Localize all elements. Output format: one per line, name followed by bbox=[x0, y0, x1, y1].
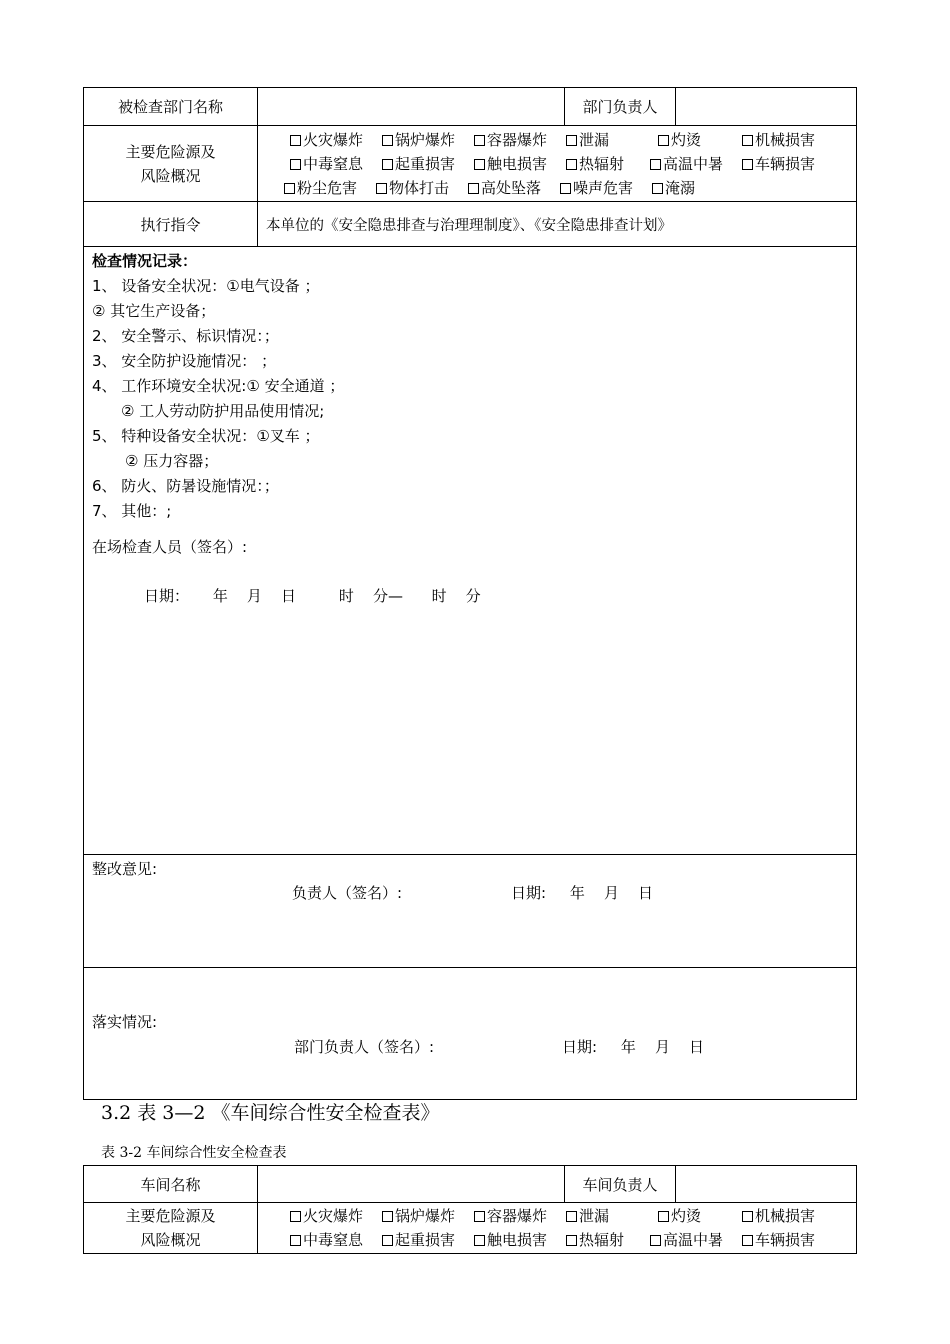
checkbox-icon[interactable] bbox=[742, 1211, 753, 1222]
checkbox-icon[interactable] bbox=[474, 1235, 485, 1246]
checkbox-icon[interactable] bbox=[560, 183, 571, 194]
hazard-checkbox[interactable]: 热辐射 bbox=[566, 152, 624, 176]
dept-head-label-cell bbox=[565, 88, 676, 125]
exec-row bbox=[84, 202, 856, 247]
hazard-checkbox[interactable]: 火灾爆炸 bbox=[290, 128, 363, 152]
exec-value-cell bbox=[258, 202, 856, 246]
dept-name-label: 被检查部门名称 bbox=[117, 98, 223, 116]
hazard-options bbox=[258, 126, 856, 201]
checkbox-icon[interactable] bbox=[742, 159, 753, 170]
hazard-label-line1: 主要危险源及 bbox=[125, 1207, 216, 1225]
hazard-checkbox[interactable]: 噪声危害 bbox=[560, 176, 633, 200]
checkbox-icon[interactable] bbox=[468, 183, 479, 194]
record-line: ② 工人劳动防护用品使用情况; bbox=[121, 402, 325, 420]
hazard-checkbox[interactable]: 起重损害 bbox=[382, 152, 455, 176]
dept-row bbox=[84, 88, 856, 126]
checkbox-icon[interactable] bbox=[290, 1235, 301, 1246]
record-line: ② 压力容器； bbox=[125, 452, 219, 470]
hazard-checkbox[interactable]: 泄漏 bbox=[566, 1204, 609, 1228]
hazard-checkbox[interactable]: 车辆损害 bbox=[742, 152, 815, 176]
record-line: 2、 安全警示、标识情况：； bbox=[92, 327, 279, 345]
hazard-label-cell bbox=[84, 126, 258, 201]
hazard-checkbox[interactable]: 物体打击 bbox=[376, 176, 449, 200]
checkbox-icon[interactable] bbox=[658, 135, 669, 146]
checkbox-icon[interactable] bbox=[474, 159, 485, 170]
checkbox-icon[interactable] bbox=[742, 1235, 753, 1246]
checkbox-icon[interactable] bbox=[382, 135, 393, 146]
checkbox-icon[interactable] bbox=[566, 159, 577, 170]
hazard-checkbox[interactable]: 粉尘危害 bbox=[284, 176, 357, 200]
record-line: 6、 防火、防暑设施情况：； bbox=[92, 477, 279, 495]
hazard-row bbox=[84, 126, 856, 202]
implement-signer[interactable]: 部门负责人（签名）: bbox=[294, 1038, 435, 1056]
hazard-checkbox[interactable]: 淹溺 bbox=[652, 176, 695, 200]
checkbox-icon[interactable] bbox=[658, 1211, 669, 1222]
section-heading: 3.2 表 3—2 《车间综合性安全检查表》 bbox=[101, 1102, 440, 1124]
hazard-label-line2: 风险概况 bbox=[140, 1231, 201, 1249]
checkbox-icon[interactable] bbox=[382, 1211, 393, 1222]
exec-label-cell bbox=[84, 202, 258, 246]
hazard-label-line2: 风险概况 bbox=[140, 166, 201, 185]
checkbox-icon[interactable] bbox=[474, 1211, 485, 1222]
hazard-checkbox[interactable]: 锅炉爆炸 bbox=[382, 1204, 455, 1228]
checkbox-icon[interactable] bbox=[566, 1235, 577, 1246]
record-line: 4、 工作环境安全状况:① 安全通道 ； bbox=[92, 377, 345, 395]
workshop-row bbox=[84, 1166, 856, 1203]
rectify-date[interactable]: 日期: 年 月 日 bbox=[511, 884, 654, 902]
record-line: 1、 设备安全状况：①电气设备 ； bbox=[92, 277, 320, 295]
checkbox-icon[interactable] bbox=[290, 135, 301, 146]
record-line: 7、 其他：; bbox=[92, 502, 172, 520]
hazard-checkbox[interactable]: 触电损害 bbox=[474, 1228, 547, 1252]
hazard-checkbox[interactable]: 机械损害 bbox=[742, 128, 815, 152]
checkbox-icon[interactable] bbox=[742, 135, 753, 146]
hazard-checkbox[interactable]: 热辐射 bbox=[566, 1228, 624, 1252]
checkbox-icon[interactable] bbox=[474, 135, 485, 146]
checkbox-icon[interactable] bbox=[290, 1211, 301, 1222]
hazard-options-2 bbox=[258, 1203, 856, 1253]
hazard-checkbox[interactable]: 泄漏 bbox=[566, 128, 609, 152]
rectify-signer[interactable]: 负责人（签名）: bbox=[292, 884, 403, 902]
hazard-row-2 bbox=[84, 1203, 856, 1253]
workshop-head-value[interactable] bbox=[676, 1166, 856, 1202]
checkbox-icon[interactable] bbox=[650, 1235, 661, 1246]
rectify-title: 整改意见: bbox=[92, 860, 158, 878]
implement-date[interactable]: 日期: 年 月 日 bbox=[562, 1038, 705, 1056]
checkbox-icon[interactable] bbox=[566, 135, 577, 146]
implement-row bbox=[84, 968, 856, 1099]
exec-label: 执行指令 bbox=[140, 215, 201, 234]
hazard-checkbox[interactable]: 高温中暑 bbox=[650, 1228, 723, 1252]
checkbox-icon[interactable] bbox=[650, 159, 661, 170]
hazard-checkbox[interactable]: 灼烫 bbox=[658, 1204, 701, 1228]
hazard-checkbox[interactable]: 起重损害 bbox=[382, 1228, 455, 1252]
record-title: 检查情况记录： bbox=[92, 252, 198, 270]
hazard-checkbox[interactable]: 容器爆炸 bbox=[474, 128, 547, 152]
workshop-name-value[interactable] bbox=[258, 1166, 565, 1202]
workshop-head-label: 车间负责人 bbox=[582, 1175, 658, 1194]
inspectors-signature[interactable]: 在场检查人员（签名）: bbox=[92, 538, 248, 556]
implement-title: 落实情况: bbox=[92, 1013, 158, 1031]
workshop-head-label-cell bbox=[565, 1166, 676, 1202]
inspection-date[interactable]: 日期： 年 月 日 时 分— 时 分 bbox=[144, 587, 481, 605]
hazard-checkbox[interactable]: 车辆损害 bbox=[742, 1228, 815, 1252]
hazard-checkbox[interactable]: 灼烫 bbox=[658, 128, 701, 152]
inspection-table-2 bbox=[83, 1165, 857, 1254]
record-line: 5、 特种设备安全状况：①叉车 ； bbox=[92, 427, 320, 445]
hazard-checkbox[interactable]: 中毒窒息 bbox=[290, 1228, 363, 1252]
checkbox-icon[interactable] bbox=[382, 159, 393, 170]
hazard-checkbox[interactable]: 锅炉爆炸 bbox=[382, 128, 455, 152]
hazard-checkbox[interactable]: 触电损害 bbox=[474, 152, 547, 176]
record-line: 3、 安全防护设施情况： ； bbox=[92, 352, 277, 370]
hazard-checkbox[interactable]: 容器爆炸 bbox=[474, 1204, 547, 1228]
checkbox-icon[interactable] bbox=[566, 1211, 577, 1222]
hazard-checkbox[interactable]: 机械损害 bbox=[742, 1204, 815, 1228]
record-row bbox=[84, 247, 856, 855]
record-line: ② 其它生产设备； bbox=[92, 302, 216, 320]
table-caption: 表 3-2 车间综合性安全检查表 bbox=[101, 1145, 287, 1161]
checkbox-icon[interactable] bbox=[376, 183, 387, 194]
dept-head-label: 部门负责人 bbox=[582, 98, 658, 116]
workshop-name-label: 车间名称 bbox=[140, 1175, 201, 1194]
rectify-row bbox=[84, 855, 856, 968]
checkbox-icon[interactable] bbox=[652, 183, 663, 194]
hazard-label-line1: 主要危险源及 bbox=[125, 142, 216, 161]
hazard-checkbox[interactable]: 高温中暑 bbox=[650, 152, 723, 176]
checkbox-icon[interactable] bbox=[284, 183, 295, 194]
hazard-label-cell-2 bbox=[84, 1203, 258, 1253]
checkbox-icon[interactable] bbox=[382, 1235, 393, 1246]
workshop-name-label-cell bbox=[84, 1166, 258, 1202]
exec-value: 本单位的《安全隐患排查与治理理制度》、《安全隐患排查计划》 bbox=[266, 217, 672, 234]
checkbox-icon[interactable] bbox=[290, 159, 301, 170]
hazard-checkbox[interactable]: 火灾爆炸 bbox=[290, 1204, 363, 1228]
hazard-checkbox[interactable]: 中毒窒息 bbox=[290, 152, 363, 176]
hazard-checkbox[interactable]: 高处坠落 bbox=[468, 176, 541, 200]
dept-name-value[interactable] bbox=[258, 88, 565, 125]
inspection-table-1 bbox=[83, 87, 857, 1100]
dept-head-value[interactable] bbox=[676, 88, 856, 125]
dept-name-label-cell bbox=[84, 88, 258, 125]
